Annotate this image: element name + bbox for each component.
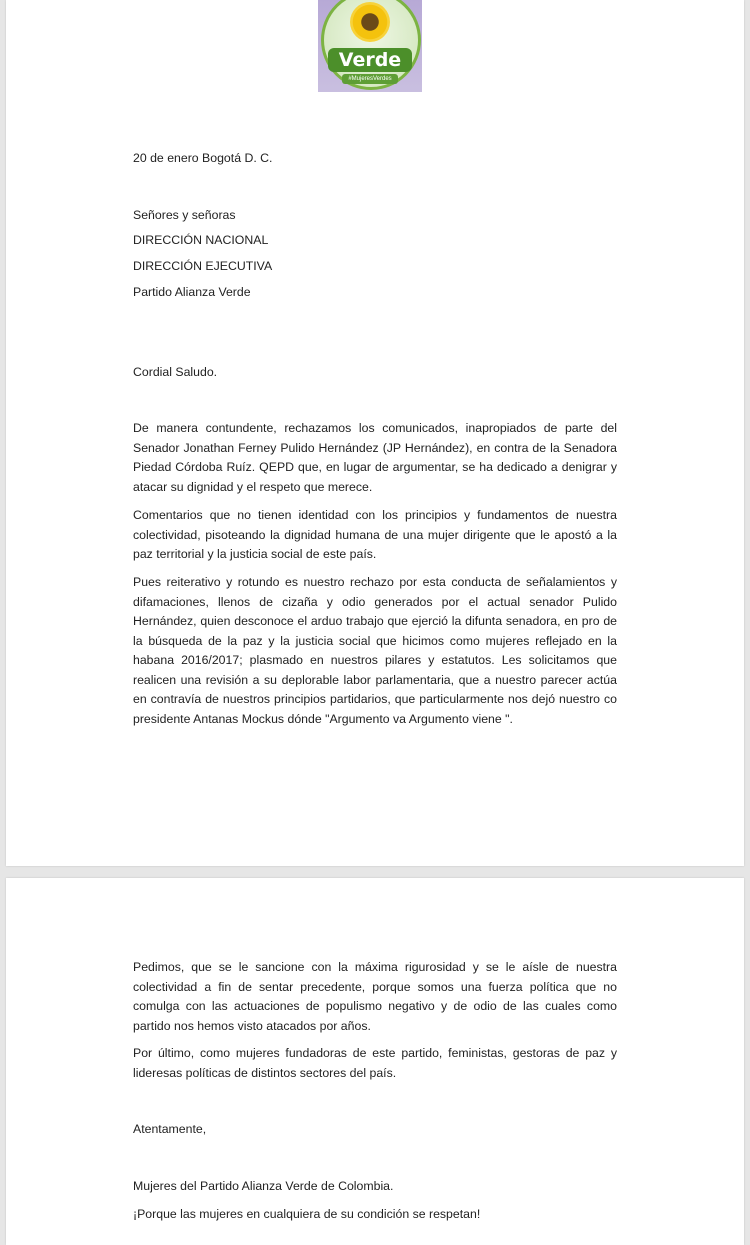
letter-page-1 — [6, 0, 744, 866]
letter-signature: Mujeres del Partido Alianza Verde de Colombia. — [133, 1179, 394, 1193]
letter-greeting: Cordial Saludo. — [133, 365, 218, 379]
letter-closing: Atentamente, — [133, 1122, 207, 1136]
body-paragraph: Pedimos, que se le sancione con la máxima rigurosidad y se le aísle de nuestra colectividad a fin de sentar precedente, porque somos una fuerza política que no comulga con las actuaciones de populismo negativo y de odio de las cuales como partido nos hemos visto atacados por años. — [133, 960, 617, 1033]
logo-hashtag: #MujeresVerdes — [342, 74, 398, 84]
logo-wordmark: Verde — [328, 48, 412, 72]
letter-slogan: ¡Porque las mujeres en cualquiera de su condición se respetan! — [133, 1207, 481, 1221]
recipient-line: Señores y señoras — [133, 208, 236, 222]
body-paragraph: Por último, como mujeres fundadoras de este partido, feministas, gestoras de paz y lideresas políticas de distintos sectores del país. — [133, 1046, 617, 1080]
body-paragraph: Pues reiterativo y rotundo es nuestro rechazo por esta conducta de señalamientos y difamaciones, llenos de cizaña y odio generados por el actual senador Pulido Hernández, quien desconoce el arduo trabajo que ejerció la difunta senadora, en pro de la búsqueda de la paz y la justicia social que hicimos como mujeres reflejado en la habana 2016/2017; plasmado en nuestros pilares y estatutos. Les solicitamos que realicen una revisión a su deplorable labor parlamentaria, que a nuestro parecer actúa en contravía de nuestros principios partidarios, que particularmente nos dejó nuestro co presidente Antanas Mockus dónde "Argumento va Argumento viene ". — [133, 575, 617, 726]
recipient-line: DIRECCIÓN EJECUTIVA — [133, 259, 273, 273]
letter-date: 20 de enero Bogotá D. C. — [133, 151, 273, 165]
sunflower-icon — [350, 2, 390, 42]
letter-page-2 — [6, 878, 744, 1245]
alianza-verde-logo — [318, 0, 422, 92]
body-paragraph: De manera contundente, rechazamos los comunicados, inapropiados de parte del Senador Jonathan Ferney Pulido Hernández (JP Hernández), en contra de la Senadora Piedad Córdoba Ruíz. QEPD que, en lugar de argumentar, se ha dedicado a denigrar y atacar su dignidad y el respeto que merece. — [133, 421, 617, 494]
recipient-line: Partido Alianza Verde — [133, 285, 251, 299]
recipient-line: DIRECCIÓN NACIONAL — [133, 233, 269, 247]
body-paragraph: Comentarios que no tienen identidad con los principios y fundamentos de nuestra colectividad, pisoteando la dignidad humana de una mujer dirigente que le apostó a la paz territorial y la justicia social de este país. — [133, 508, 617, 561]
